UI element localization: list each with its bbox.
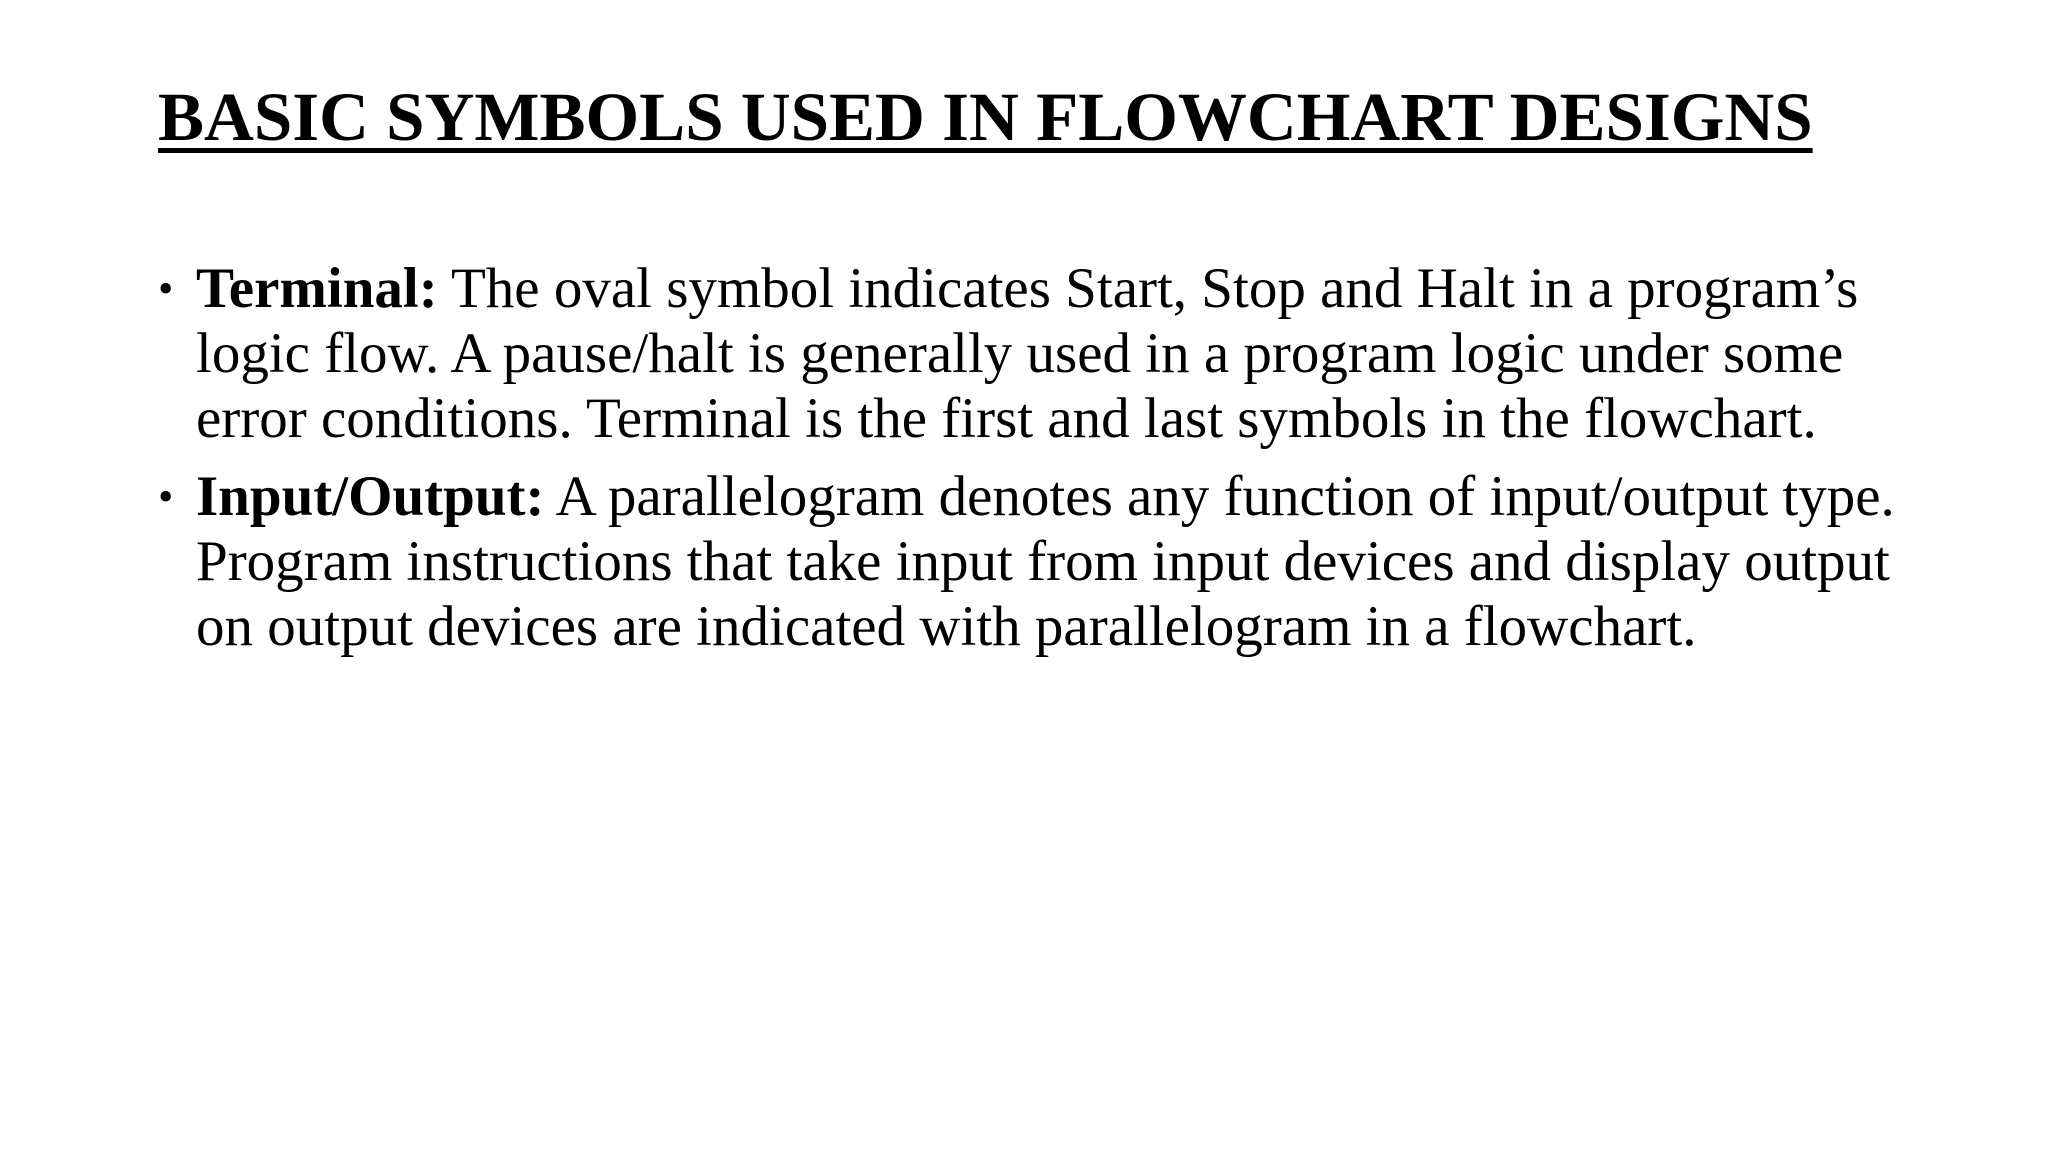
bullet-marker: • bbox=[158, 472, 174, 521]
bullet-term: Input/Output: bbox=[196, 465, 545, 528]
bullet-term: Terminal: bbox=[196, 257, 438, 320]
slide-title: BASIC SYMBOLS USED IN FLOWCHART DESIGNS bbox=[158, 79, 1813, 155]
bullet-text: The oval symbol indicates Start, Stop and Halt in a program’s logic flow. A pause/halt is generally used in a program logic under some error conditions. Terminal is the first and last symbols in the flowchart. bbox=[196, 257, 1859, 450]
bullet-item-terminal bbox=[158, 256, 1918, 451]
bullet-item-input-output bbox=[158, 464, 1918, 659]
bullet-list bbox=[158, 256, 1918, 672]
bullet-marker: • bbox=[158, 264, 174, 313]
bullet-text: A parallelogram denotes any function of input/output type. Program instructions that take input from input devices and display output on output devices are indicated with parallelogram in a flowchart. bbox=[196, 465, 1895, 658]
